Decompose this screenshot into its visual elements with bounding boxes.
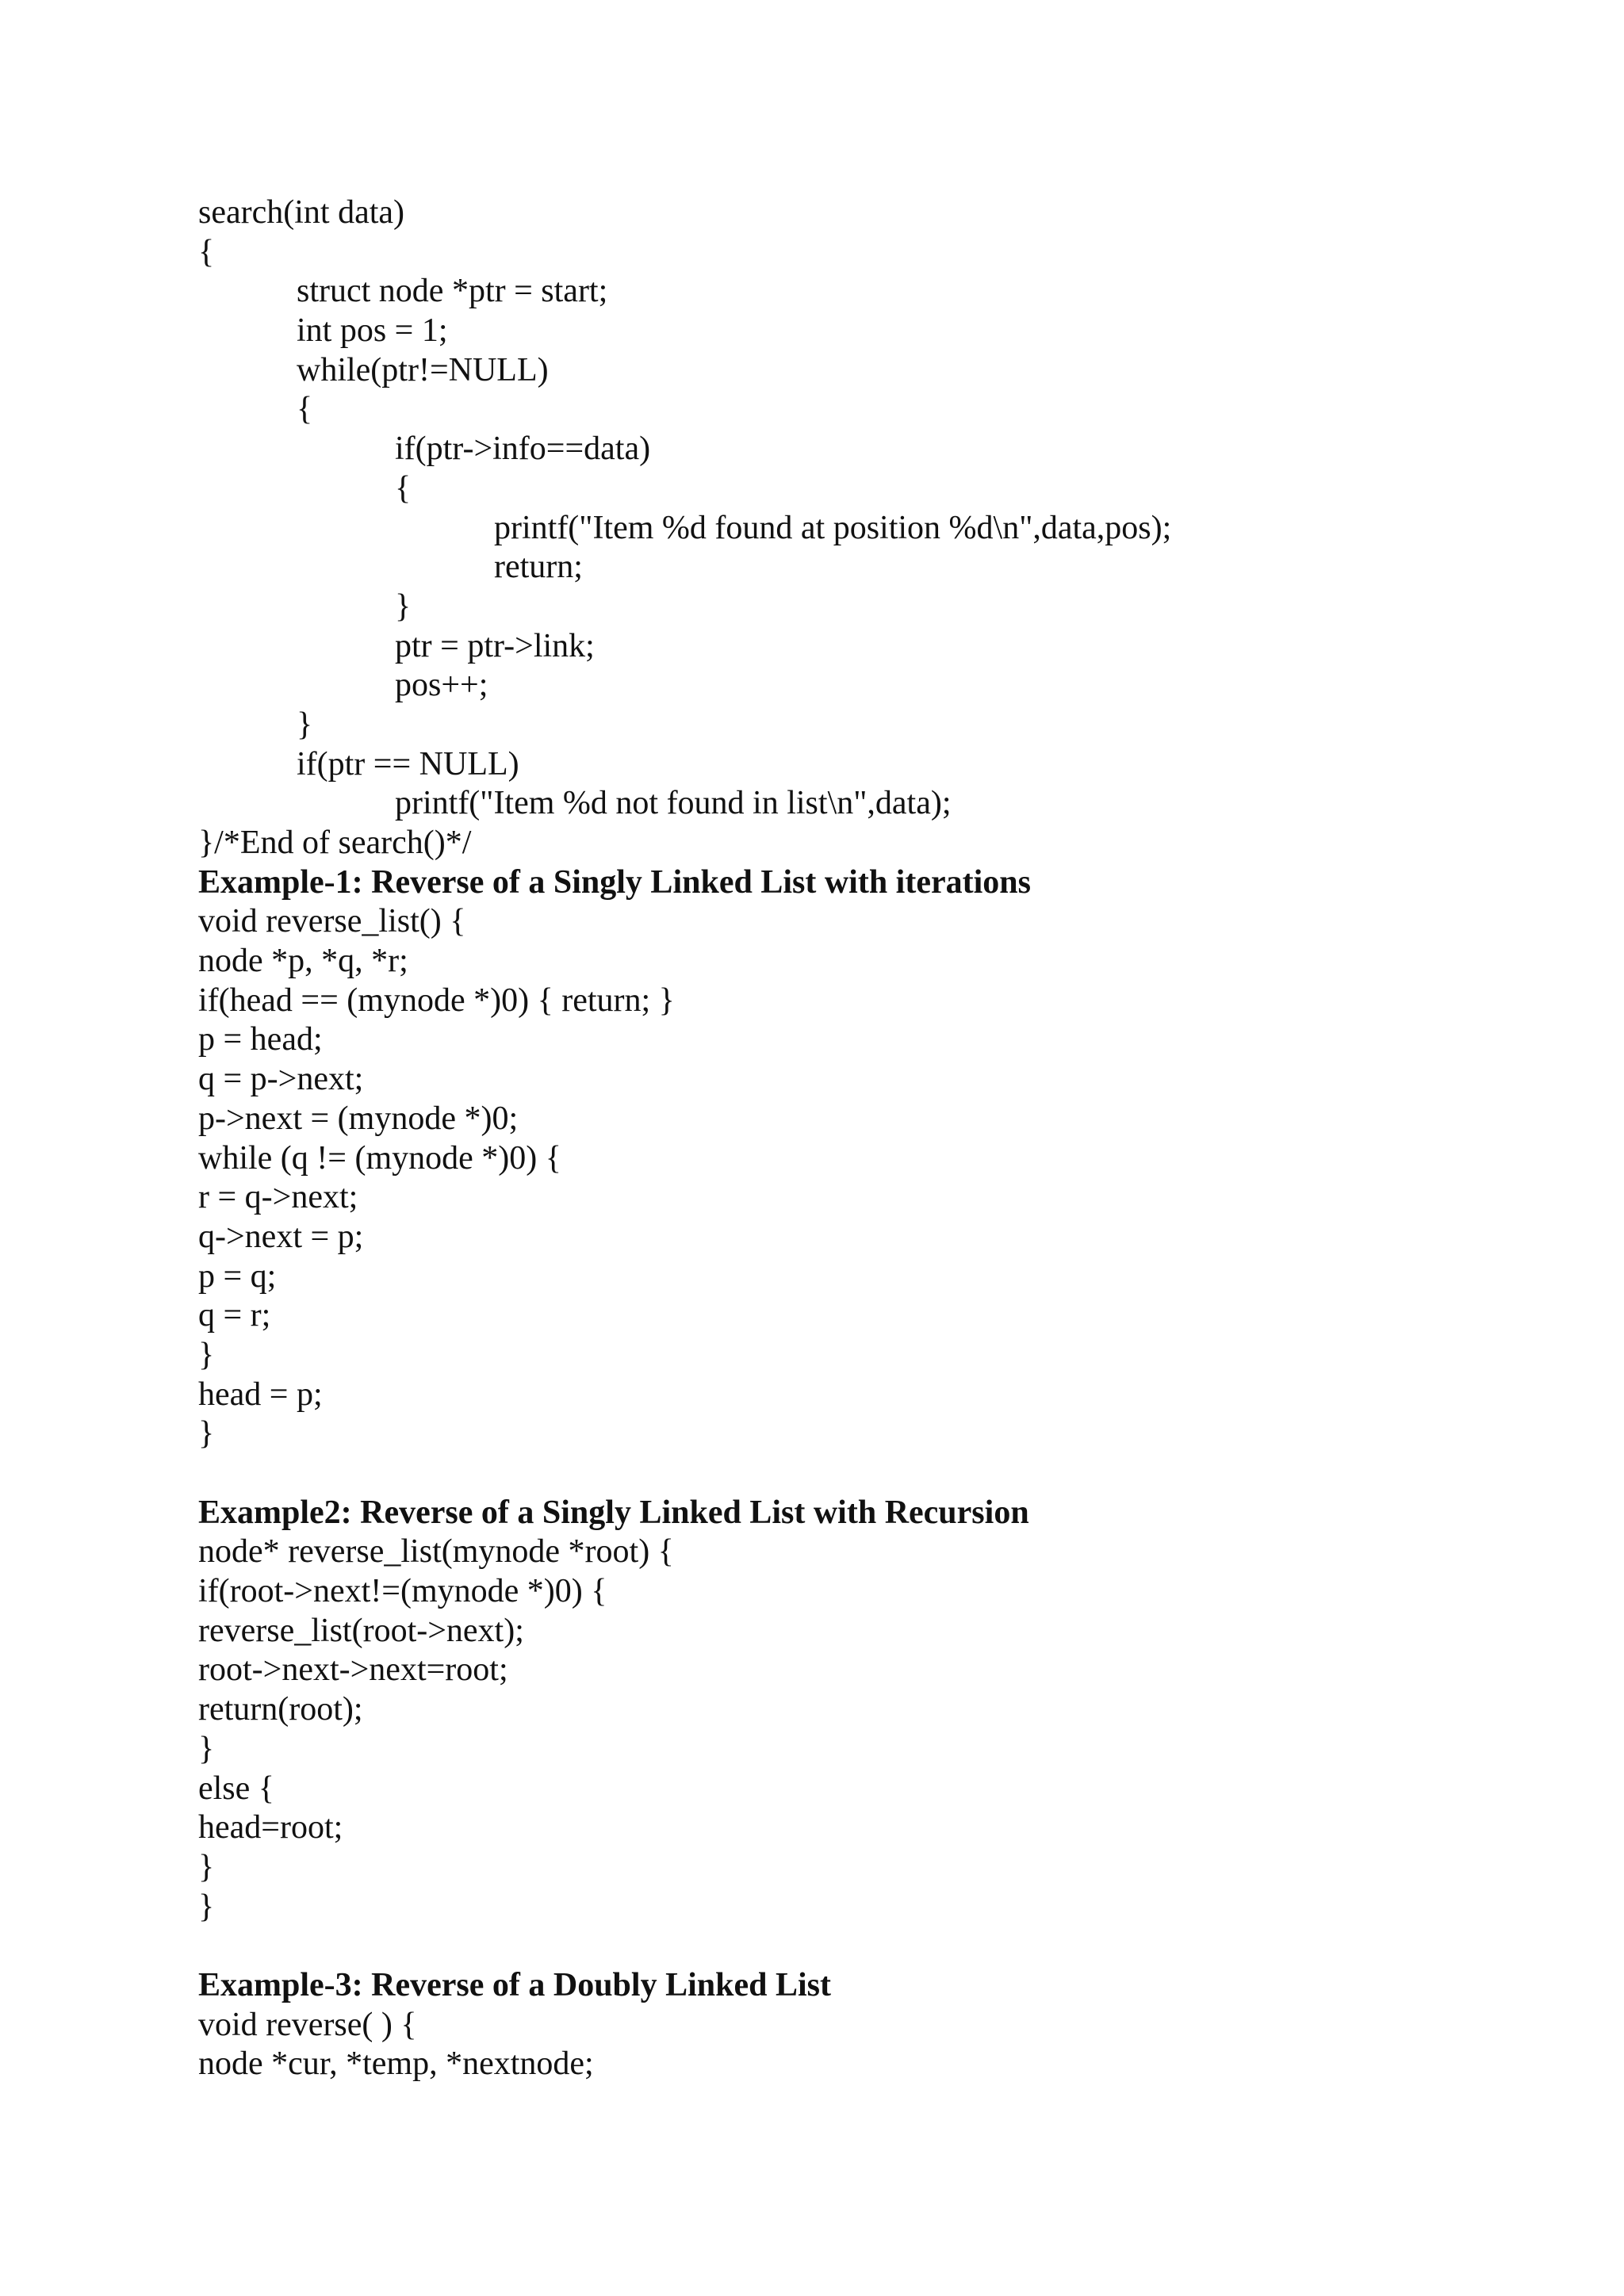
code-line: p = q; [198, 1257, 277, 1295]
code-line: { [198, 233, 215, 270]
example-3-section [198, 1966, 1546, 2084]
code-line: return; [494, 549, 583, 586]
code-line: void reverse_list() { [198, 903, 466, 940]
code-line: reverse_list(root->next); [198, 1612, 524, 1649]
code-line: printf("Item %d found at position %d\n",data,pos); [494, 509, 1172, 546]
code-line: head=root; [198, 1809, 343, 1846]
code-line: } [198, 1730, 215, 1767]
code-line: return(root); [198, 1691, 363, 1728]
code-line: search(int data) [198, 194, 405, 231]
code-line: if(head == (mynode *)0) { return; } [198, 982, 675, 1019]
code-line: void reverse( ) { [198, 2006, 417, 2043]
search-function-code [198, 193, 1546, 863]
code-line: head = p; [198, 1376, 323, 1413]
example-1-heading: Example-1: Reverse of a Singly Linked List with iterations [198, 863, 1031, 901]
code-line: } [198, 1415, 215, 1452]
blank-line [198, 1454, 1546, 1494]
code-line: } [198, 1848, 215, 1885]
document-body [198, 193, 1546, 2084]
code-line: if(ptr->info==data) [395, 430, 651, 468]
code-line: q = p->next; [198, 1061, 364, 1098]
code-line: } [198, 1888, 215, 1925]
example-3-heading: Example-3: Reverse of a Doubly Linked List [198, 1966, 831, 2003]
code-line: { [297, 391, 313, 428]
example-2-heading: Example2: Reverse of a Singly Linked List with Recursion [198, 1494, 1029, 1531]
code-line: pos++; [395, 667, 488, 704]
example-2-section [198, 1494, 1546, 1927]
code-line: q->next = p; [198, 1218, 364, 1255]
blank-line [198, 1927, 1546, 1966]
code-line: } [198, 1336, 215, 1373]
code-line: int pos = 1; [297, 312, 448, 350]
code-line: node *p, *q, *r; [198, 943, 408, 980]
code-line: } [395, 587, 412, 625]
code-line: q = r; [198, 1297, 271, 1334]
code-line: while(ptr!=NULL) [297, 351, 549, 388]
example-1-section [198, 863, 1546, 1454]
code-line: printf("Item %d not found in list\n",data); [395, 785, 952, 822]
code-line: r = q->next; [198, 1179, 358, 1216]
code-line: while (q != (mynode *)0) { [198, 1139, 561, 1177]
code-line: if(ptr == NULL) [297, 745, 519, 783]
code-line: node *cur, *temp, *nextnode; [198, 2045, 594, 2083]
code-line: p = head; [198, 1021, 323, 1058]
code-line: struct node *ptr = start; [297, 273, 608, 310]
code-line: } [297, 706, 313, 743]
code-line: p->next = (mynode *)0; [198, 1100, 519, 1137]
code-line: { [395, 469, 412, 507]
code-line: }/*End of search()*/ [198, 825, 472, 861]
code-line: ptr = ptr->link; [395, 627, 595, 664]
code-line: node* reverse_list(mynode *root) { [198, 1533, 674, 1571]
code-line: if(root->next!=(mynode *)0) { [198, 1573, 607, 1610]
code-line: else { [198, 1770, 274, 1807]
code-line: root->next->next=root; [198, 1651, 508, 1689]
